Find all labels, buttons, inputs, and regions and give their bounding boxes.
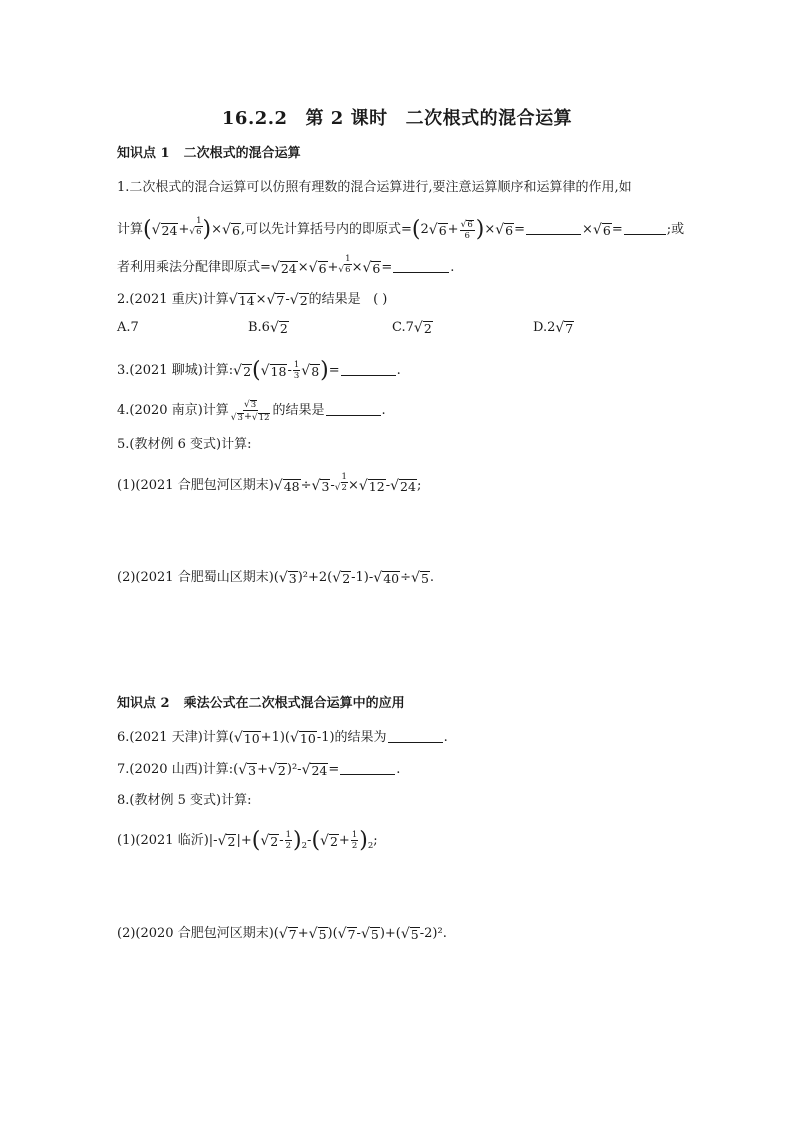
section-name: 二次根式的混合运算 — [183, 146, 301, 161]
text: × — [255, 292, 267, 307]
radical: √ 7 — [266, 292, 285, 308]
radical: √ 24 — [390, 478, 416, 494]
text: -2)² — [419, 926, 443, 941]
answer-blank[interactable] — [393, 259, 449, 273]
text: 者利用乘法分配律即原式= — [117, 260, 271, 275]
radical: √ $\frac{1}{6}$ — [189, 216, 202, 237]
q1-line1: 1.二次根式的混合运算可以仿照有理数的混合运算进行,要注意运算顺序和运算律的作用,如 — [117, 180, 632, 195]
text: + — [297, 926, 309, 941]
text: 的结果是 — [272, 403, 325, 418]
radical: √ 5 — [411, 570, 429, 586]
radical: √ 12 — [358, 478, 385, 494]
text: - — [307, 833, 312, 848]
text: . — [429, 570, 435, 585]
text: × — [351, 260, 363, 275]
answer-blank[interactable] — [624, 221, 666, 235]
radical: √ 48 — [273, 478, 300, 494]
radical: √ 2 — [217, 833, 236, 849]
radical: √ 5 — [360, 926, 379, 942]
text: 计算 — [117, 222, 144, 237]
section-heading-1 — [117, 144, 301, 164]
text: ;或 — [666, 222, 685, 237]
text: (2)(2020 合肥包河区期末)( — [117, 926, 279, 941]
option-c[interactable]: C.7 √ 2 — [392, 320, 432, 336]
radical: √ 24 — [270, 260, 297, 276]
text: )+( — [379, 926, 401, 941]
q5-line: 5.(教材例 6 变式)计算: — [117, 437, 252, 452]
radical: √ 7 — [555, 320, 574, 336]
q4-line — [117, 398, 386, 423]
radical: √ 10 — [289, 730, 316, 746]
text: -1)- — [351, 570, 374, 585]
radical: √ 2 — [268, 762, 286, 778]
text: 3.(2021 聊城)计算: — [117, 363, 234, 378]
text: ; — [416, 478, 422, 493]
radical: √ 2 — [233, 363, 252, 379]
section-name: 乘法公式在二次根式混合运算中的应用 — [183, 696, 405, 711]
paren: ) — [202, 217, 212, 242]
answer-blank[interactable] — [326, 402, 381, 416]
radical: √ 2 — [260, 833, 279, 849]
answer-blank[interactable] — [388, 729, 443, 743]
q1-line2 — [117, 216, 684, 241]
text: + — [178, 222, 190, 237]
text: . — [442, 926, 447, 941]
q3-line — [117, 360, 401, 381]
text: 2 — [420, 222, 429, 237]
radical: √ 40 — [373, 570, 400, 586]
text: = — [328, 762, 340, 777]
radical: √ 2 — [289, 292, 308, 308]
text: - — [279, 833, 284, 848]
section-label: 知识点 2 — [117, 696, 170, 711]
radical: √ 6 — [308, 260, 327, 276]
q1-line3 — [117, 254, 454, 278]
fraction: $\frac{1}{2}$ — [285, 830, 292, 851]
text: + — [257, 762, 268, 777]
text: × — [347, 478, 359, 493]
text: = — [328, 363, 340, 378]
paren: ( — [311, 828, 321, 853]
radical: √ $\frac{1}{2}$ — [334, 472, 347, 493]
radical: √ 3 — [278, 570, 297, 586]
fraction: √ 6 6 — [460, 219, 473, 241]
radical: √ 5 — [308, 926, 327, 942]
text: ; — [373, 833, 378, 848]
text: )²+2( — [297, 570, 333, 585]
text: ÷ — [400, 570, 412, 585]
title-topic: 二次根式的混合运算 — [405, 108, 573, 129]
exponent: 2 — [301, 841, 308, 851]
exponent: 2 — [367, 841, 374, 851]
text: × — [297, 260, 309, 275]
text: )( — [327, 926, 338, 941]
paren: ( — [143, 217, 152, 242]
radical: √ 3 — [238, 762, 257, 778]
text: 4.(2020 南京)计算 — [117, 403, 229, 418]
answer-paren[interactable]: ( ) — [373, 292, 388, 307]
answer-blank[interactable] — [340, 761, 395, 775]
text: × — [211, 222, 223, 237]
text: (1)(2021 临沂)|- — [117, 833, 218, 848]
text: ÷ — [300, 478, 312, 493]
q8-part2 — [117, 924, 447, 944]
q5-part2 — [117, 568, 434, 588]
title-number: 16.2.2 — [221, 108, 288, 129]
text: - — [330, 478, 335, 493]
text: + — [447, 222, 459, 237]
text: = — [381, 260, 393, 275]
answer-blank[interactable] — [526, 221, 581, 235]
page-title — [0, 104, 794, 130]
text: - — [287, 363, 292, 378]
fraction: $\frac{1}{2}$ — [351, 830, 358, 851]
radical: √ 5 — [400, 926, 419, 942]
paren: ) — [293, 828, 302, 853]
text: 的结果是 — [308, 292, 361, 307]
text: + — [327, 260, 339, 275]
text: (1)(2021 合肥包河区期末) — [117, 478, 274, 493]
text: × — [484, 222, 496, 237]
paren: ) — [320, 358, 329, 383]
fraction: $\frac{1}{3}$ — [293, 360, 300, 381]
radical: √ 6 — [428, 222, 447, 238]
paren: ) — [475, 217, 485, 242]
radical: √ 7 — [337, 926, 356, 942]
option-a[interactable]: A.7 — [117, 320, 139, 335]
text: . — [450, 260, 455, 275]
text: . — [443, 730, 448, 745]
radical: √ 2 — [332, 570, 351, 586]
option-b[interactable]: B.6 √ 2 — [248, 320, 288, 336]
q8-part1 — [117, 830, 378, 856]
text: = — [514, 222, 526, 237]
radical: √ 6 — [222, 222, 240, 238]
text: (2)(2021 合肥蜀山区期末)( — [117, 570, 279, 585]
radical: √ 3 — [311, 478, 330, 494]
text: - — [385, 478, 391, 493]
text: . — [381, 403, 386, 418]
option-d[interactable]: D.2 √ 7 — [533, 320, 574, 336]
radical: √ 6 — [362, 260, 381, 276]
radical: √ 8 — [301, 363, 320, 379]
answer-blank[interactable] — [341, 362, 396, 376]
radical: √ 2 — [413, 320, 432, 336]
text: . — [396, 363, 401, 378]
q2-line — [117, 290, 387, 310]
text: - — [285, 292, 290, 307]
text: )²- — [286, 762, 302, 777]
radical: √ 2 — [320, 833, 338, 849]
title-lesson: 第 2 课时 — [305, 108, 388, 129]
radical: √ $\frac{1}{6}$ — [338, 254, 351, 275]
text: . — [396, 762, 401, 777]
text: ,可以先计算括号内的即原式= — [240, 222, 412, 237]
q8-line: 8.(教材例 5 变式)计算: — [117, 793, 252, 808]
radical: √ 14 — [228, 292, 255, 308]
q6-line — [117, 728, 448, 748]
text: - — [356, 926, 361, 941]
text: × — [582, 222, 593, 237]
q7-line — [117, 760, 400, 780]
paren: ( — [251, 828, 261, 853]
radical: √ 24 — [301, 762, 328, 778]
radical: √ 7 — [278, 926, 297, 942]
text: 7.(2020 山西)计算:( — [117, 762, 239, 777]
paren: ( — [252, 358, 261, 383]
text: 6.(2021 天津)计算( — [117, 730, 234, 745]
fraction: √ 3 √ 3 + √ 12 — [230, 400, 270, 423]
radical: √ 6 — [495, 222, 514, 238]
text: |+ — [236, 833, 252, 848]
radical: √ 18 — [260, 363, 287, 379]
radical: √ 6 — [592, 222, 611, 238]
q5-part1 — [117, 472, 421, 496]
text: = — [611, 222, 623, 237]
section-heading-2 — [117, 694, 405, 714]
radical: √ 10 — [233, 730, 260, 746]
text: -1)的结果为 — [316, 730, 387, 745]
radical: √ 2 — [269, 320, 288, 336]
text: + — [338, 833, 350, 848]
section-label: 知识点 1 — [117, 146, 170, 161]
radical: √ 24 — [151, 222, 178, 238]
paren: ( — [411, 217, 421, 242]
paren: ) — [359, 828, 368, 853]
text: +1)( — [260, 730, 290, 745]
text: 2.(2021 重庆)计算 — [117, 292, 229, 307]
